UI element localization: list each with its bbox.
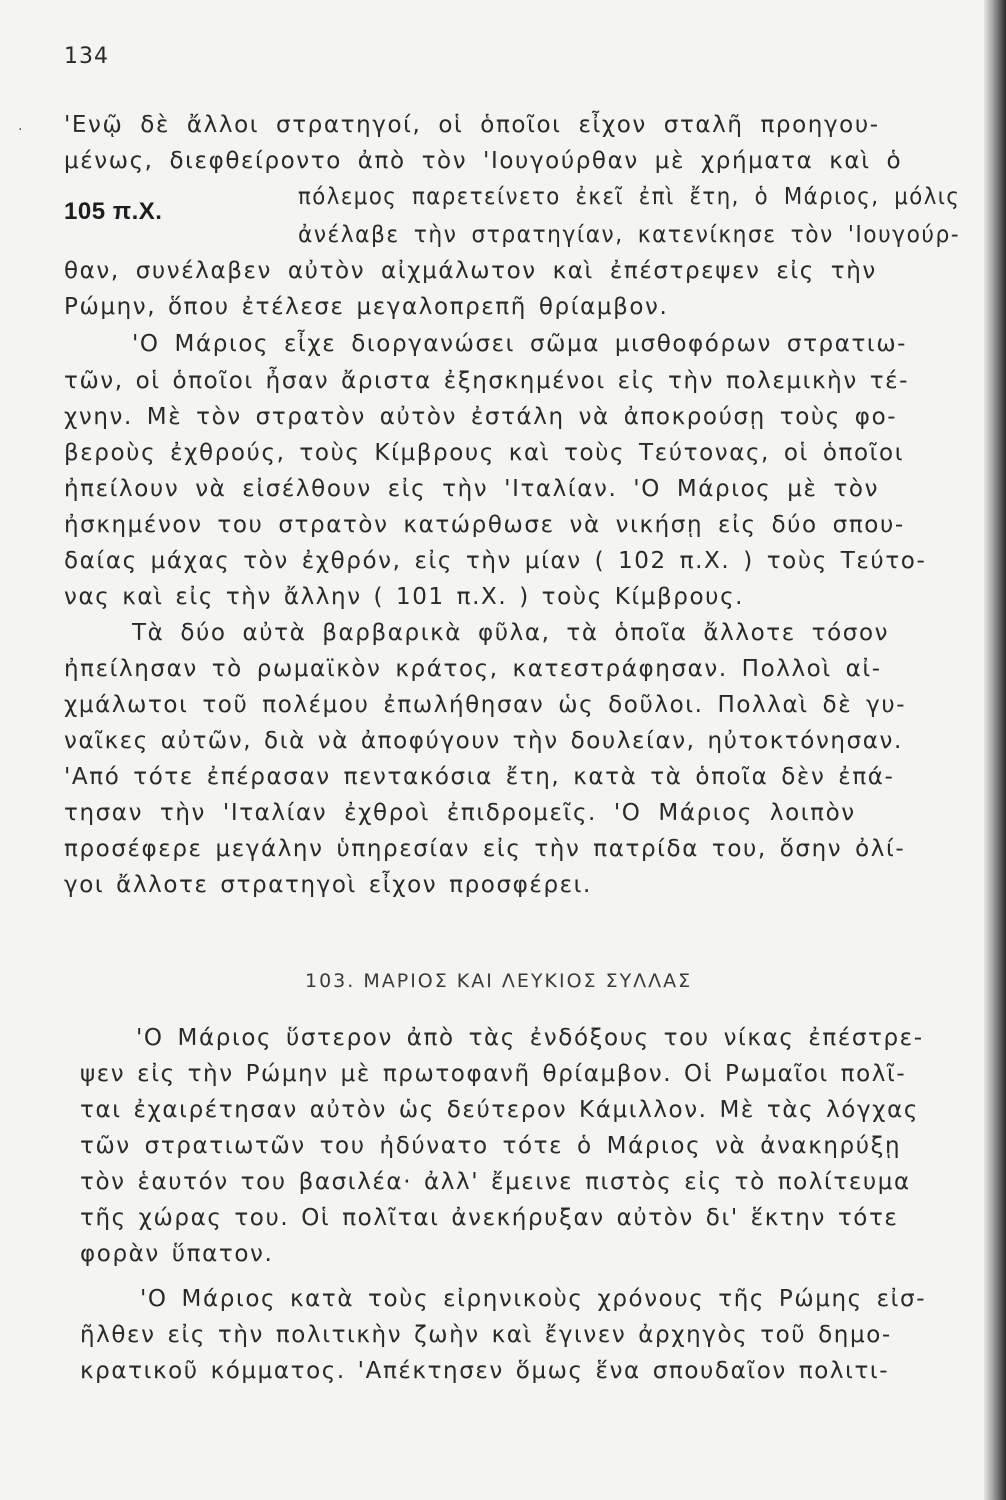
text-line: ἠσκημένον του στρατὸν κατώρθωσε νὰ νικήσῃ εἰς δύο σπου- — [64, 512, 905, 538]
text-line: δαίας μάχας τὸν ἐχθρόν, εἰς τὴν μίαν ( 102 π.Χ. ) τοὺς Τεύτο- — [64, 548, 927, 574]
text-line: χνην. Μὲ τὸν στρατὸν αὐτὸν ἐστάλη νὰ ἀποκρούσῃ τοὺς φο- — [64, 404, 898, 430]
text-line: θαν, συνέλαβεν αὐτὸν αἰχμάλωτον καὶ ἐπέστρεψεν εἰς τὴν — [64, 258, 877, 284]
margin-mark: . — [18, 118, 23, 134]
text-line: ἠπείλησαν τὸ ρωμαϊκὸν κράτος, κατεστράφησαν. Πολλοὶ αἰ- — [64, 656, 882, 682]
text-line: κρατικοῦ κόμματος. 'Απέκτησεν ὅμως ἕνα σπουδαῖον πολιτι- — [80, 1358, 890, 1384]
text-line: ναῖκες αὐτῶν, διὰ νὰ ἀποφύγουν τὴν δουλείαν, ηὐτοκτόνησαν. — [64, 728, 903, 754]
text-line: ται ἐχαιρέτησαν αὐτὸν ὡς δεύτερον Κάμιλλον. Μὲ τὰς λόγχας — [80, 1097, 919, 1123]
text-line: 'Ο Μάριος εἶχε διοργανώσει σῶμα μισθοφόρων στρατιω- — [132, 331, 908, 357]
text-line: τησαν τὴν 'Ιταλίαν ἐχθροὶ ἐπιδρομεῖς. 'Ο Μάριος λοιπὸν — [64, 800, 856, 826]
text-line: 'Ο Μάριος ὕστερον ἀπὸ τὰς ἐνδόξους του νίκας ἐπέστρε- — [136, 1025, 924, 1051]
text-line: ἠπείλουν νὰ εἰσέλθουν εἰς τὴν 'Ιταλίαν. 'Ο Μάριος μὲ τὸν — [64, 476, 880, 502]
page-binding-edge — [984, 0, 1006, 1500]
text-line: φορὰν ὕπατον. — [80, 1241, 274, 1267]
text-line: τῶν στρατιωτῶν του ἠδύνατο τότε ὁ Μάριος νὰ ἀνακηρύξῃ — [80, 1133, 902, 1159]
page-number: 134 — [64, 44, 109, 69]
text-line: βεροὺς ἐχθρούς, τοὺς Κίμβρους καὶ τοὺς Τεύτονας, οἱ ὁποῖοι — [64, 440, 905, 466]
text-line: ἀνέλαβε τὴν στρατηγίαν, κατενίκησε τὸν 'Ιουγούρ- — [298, 222, 961, 248]
text-line: τῆς χώρας του. Οἱ πολῖται ἀνεκήρυξαν αὐτὸν δι' ἕκτην τότε — [80, 1205, 899, 1231]
margin-note-date: 105 π.Χ. — [64, 198, 163, 225]
text-line: νας καὶ εἰς τὴν ἄλλην ( 101 π.Χ. ) τοὺς Κίμβρους. — [64, 584, 745, 610]
text-line: ψεν εἰς τὴν Ρώμην μὲ πρωτοφανῆ θρίαμβον. Οἱ Ρωμαῖοι πολῖ- — [80, 1061, 907, 1087]
text-line: τὸν ἑαυτόν του βασιλέα· ἀλλ' ἔμεινε πιστὸς εἰς τὸ πολίτευμα — [80, 1169, 911, 1195]
text-line: χμάλωτοι τοῦ πολέμου ἐπωλήθησαν ὡς δοῦλοι. Πολλαὶ δὲ γυ- — [64, 692, 907, 718]
section-title: 103. ΜΑΡΙΟΣ ΚΑΙ ΛΕΥΚΙΟΣ ΣΥΛΛΑΣ — [305, 970, 693, 992]
text-line: πόλεμος παρετείνετο ἐκεῖ ἐπὶ ἔτη, ὁ Μάριος, μόλις — [298, 184, 961, 210]
text-line: μένως, διεφθείροντο ἀπὸ τὸν 'Ιουγούρθαν μὲ χρήματα καὶ ὁ — [64, 148, 903, 174]
text-line: ῆλθεν εἰς τὴν πολιτικὴν ζωὴν καὶ ἔγινεν ἀρχηγὸς τοῦ δημο- — [80, 1322, 892, 1348]
text-line: 'Ενῷ δὲ ἄλλοι στρατηγοί, οἱ ὁποῖοι εἶχον σταλῆ προηγου- — [64, 112, 880, 138]
text-line: προσέφερε μεγάλην ὑπηρεσίαν εἰς τὴν πατρίδα του, ὅσην ὀλί- — [64, 836, 906, 862]
text-line: γοι ἄλλοτε στρατηγοὶ εἶχον προσφέρει. — [64, 872, 592, 898]
text-line: 'Ο Μάριος κατὰ τοὺς εἰρηνικοὺς χρόνους τῆς Ρώμης εἰσ- — [140, 1286, 927, 1312]
text-line: Ρώμην, ὅπου ἐτέλεσε μεγαλοπρεπῆ θρίαμβον. — [64, 294, 669, 320]
text-line: Τὰ δύο αὐτὰ βαρβαρικὰ φῦλα, τὰ ὁποῖα ἄλλοτε τόσον — [132, 620, 890, 646]
text-line: 'Από τότε ἐπέρασαν πεντακόσια ἔτη, κατὰ τὰ ὁποῖα δὲν ἐπά- — [64, 764, 895, 790]
text-line: τῶν, οἱ ὁποῖοι ἦσαν ἄριστα ἐξησκημένοι εἰς τὴν πολεμικὴν τέ- — [64, 368, 910, 394]
